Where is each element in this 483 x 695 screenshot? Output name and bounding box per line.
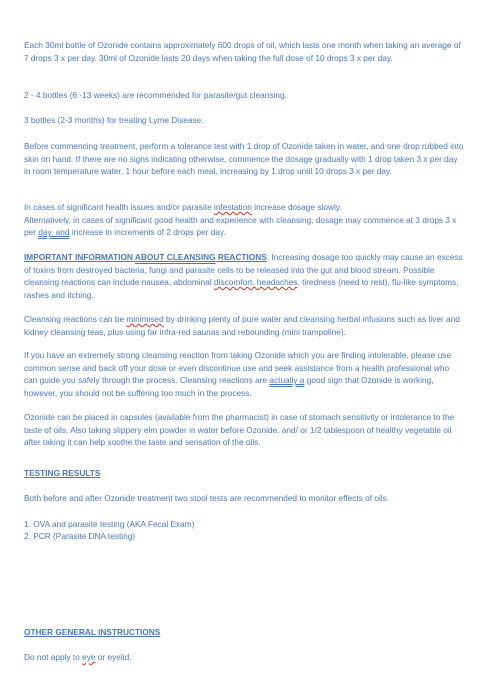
test-list-item: 1. OVA and parasite testing (AKA Fecal Exam)	[24, 519, 195, 529]
dosage-paragraph	[24, 201, 464, 239]
dosage-text: In cases of significant health issues and/or parasite	[24, 202, 215, 212]
stool-tests-paragraph: Both before and after Ozonide treatment two stool tests are recommended to monitor effects of oils.	[24, 493, 390, 503]
eye-warning-text: Do not apply to	[24, 652, 83, 662]
other-instructions-heading: OTHER GENERAL INSTRUCTIONS	[24, 627, 161, 637]
grammar-flag: day, and	[38, 227, 70, 238]
cleansing-reactions-paragraph	[24, 251, 464, 301]
minimise-text: Cleansing reactions can be	[24, 314, 127, 324]
reactions-text: : Increasing dosage too quickly may cause an excess of toxins from destroyed bacteria, fungi and parasite cells to be released into the gut and blood stream. Possible cleansing reactions can include nausea, abdominal	[24, 252, 463, 288]
spelling-flag: infestation	[214, 202, 252, 212]
parasite-bottles-paragraph: 2 - 4 bottles (6 -13 weeks) are recommended for parasite/gut cleansing.	[24, 90, 287, 100]
strong-reaction-paragraph	[24, 349, 464, 399]
eye-warning-text: or eyelid.	[95, 652, 132, 662]
minimise-text: by drinking plenty of pure water and cleansing herbal infusions such as liver and kidney cleansing teas, plus using far infra-red saunas and rebounding (mini trampoline).	[24, 314, 460, 337]
test-list-item: 2. PCR (Parasite DNA testing)	[24, 531, 136, 541]
spelling-flag: discomfort, headaches	[214, 277, 298, 288]
important-info-heading: REACTIONS	[215, 252, 267, 262]
dosage-text: increase dosage slowly.	[251, 202, 342, 212]
tolerance-test-paragraph: Before commencing treatment, perform a tolerance test with 1 drop of Ozonide taken in water, and one drop rubbed into skin on hand. If there are no signs indicating otherwise, commence the dosage gradually with 1 drop taken 3 x per day in room temperature water, 1 hour before each meal, increasing by 1 drop until 10 drops 3 x per day.	[24, 141, 464, 177]
dosage-text: Alternatively, in cases of significant good health and experience with cleansing, dosage may commence at 3 drops 3 x per	[24, 214, 457, 238]
minimise-reactions-paragraph	[24, 313, 464, 338]
dosage-text: increase in increments of 2 drops per day.	[69, 227, 226, 238]
strong-reaction-text: If you have an extremely strong cleansing reaction from taking Ozonide which you are finding intolerable, please use common sense and back off your dose or even discontinue use and seek assistance from a health professional who can guide you safely through the process. Cleansing reactions are	[24, 350, 452, 386]
strong-reaction-text: good sign that Ozonide is working, however, you should not be suffering too much in the process.	[24, 375, 434, 398]
important-info-heading: IMPORTANT INFORMATION	[24, 252, 135, 262]
spelling-flag: minimised	[126, 314, 164, 324]
reactions-text: , tiredness (need to rest), flu-like symptoms, rashes and itching.	[24, 277, 459, 300]
important-info-heading: ABOUT CLEANSING	[134, 252, 216, 262]
spelling-flag: eye	[82, 652, 96, 662]
lyme-bottles-paragraph: 3 bottles (2-3 months) for treating Lyme Disease.	[24, 115, 204, 125]
testing-results-heading: TESTING RESULTS	[24, 468, 101, 478]
bottle-contents-paragraph: Each 30ml bottle of Ozonide contains approximately 600 drops of oil, which lasts one month when taking an average of 7 drops 3 x per day. 30ml of Ozonide lasts 20 days when taking the full dose of 10 drops 3 x per day.	[24, 40, 461, 63]
capsules-paragraph: Ozonide can be placed in capsules (available from the pharmacist) in case of stomach sensitivity or intolerance to the taste of oils. Also taking slippery elm powder in water before Ozonide, and/ or 1/2 tablespoon of healthy vegetable oil after taking it can help soothe the taste and sensation of the oils.	[24, 412, 455, 448]
grammar-flag: actually a	[269, 375, 305, 386]
eye-warning-paragraph	[24, 651, 464, 664]
